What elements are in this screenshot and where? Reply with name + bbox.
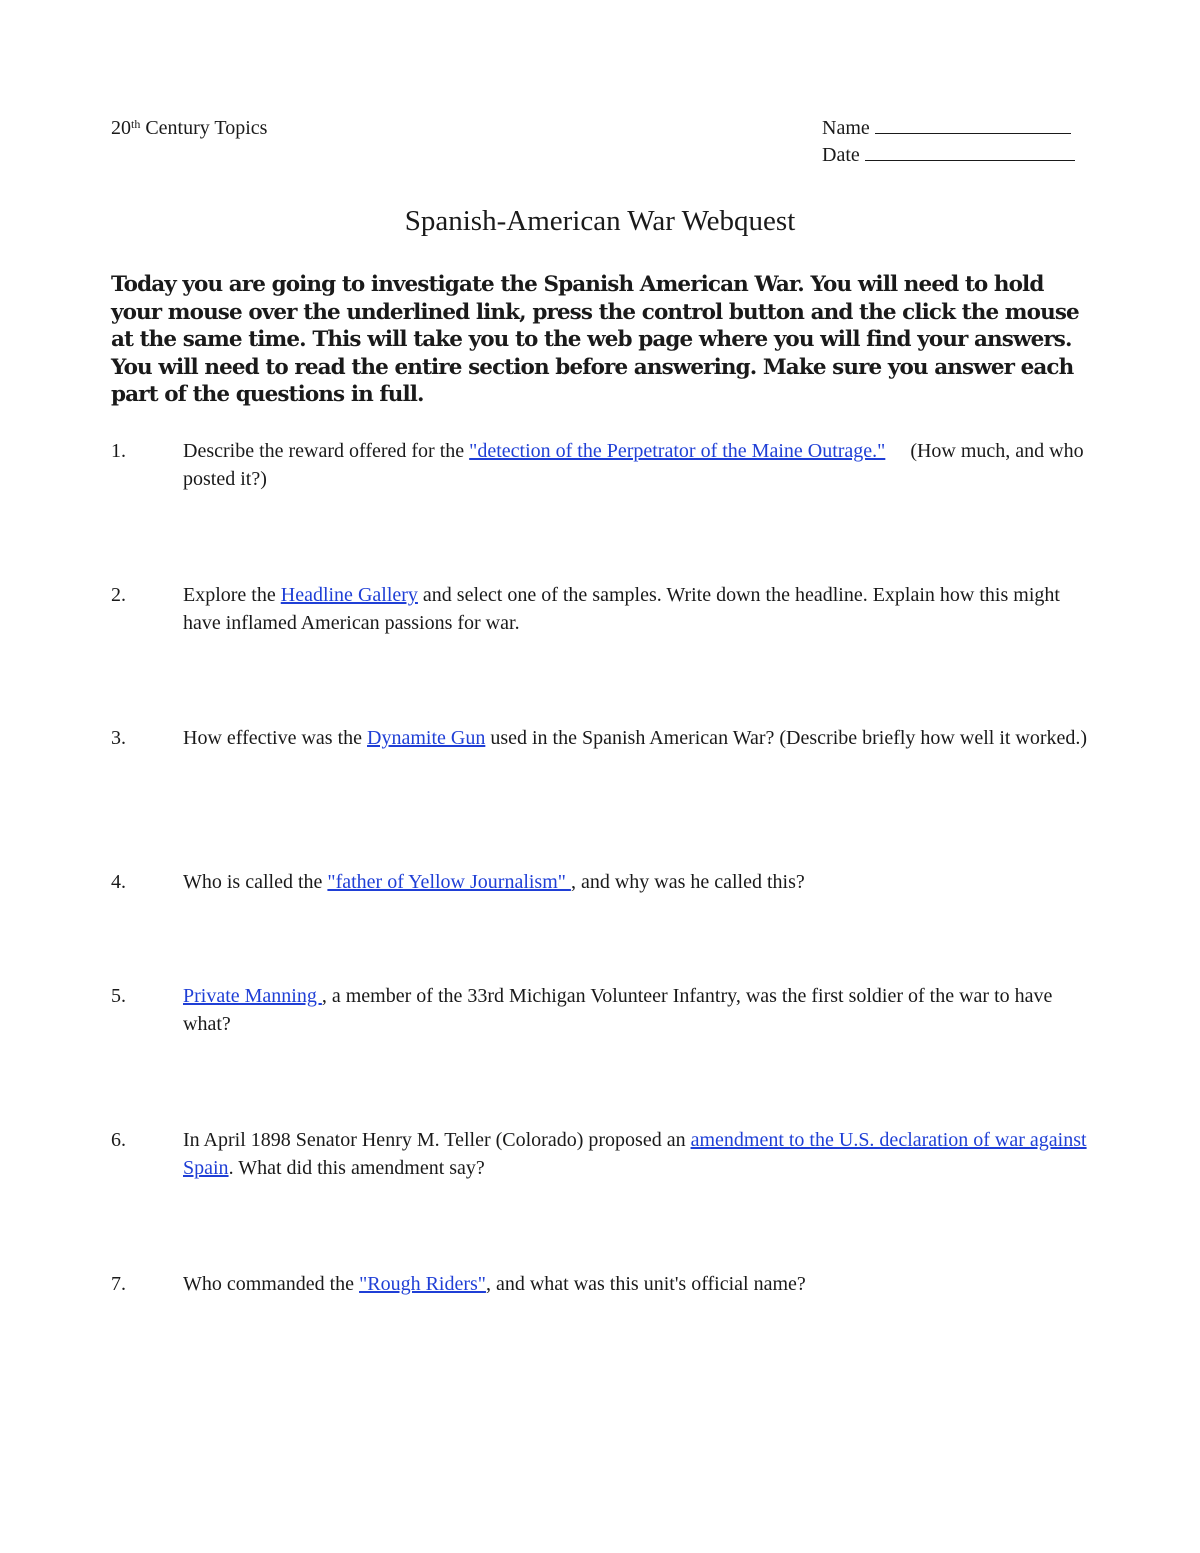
question-number: 6. <box>111 1129 126 1151</box>
question-number: 4. <box>111 871 126 893</box>
date-label: Date <box>822 144 865 166</box>
instructions: Today you are going to investigate the Spanish American War. You will need to hold your mouse over the underlined link, press the control button and the click the mouse at the same time. This will take you to the web page where you will find your answers. You will need to read the entire section before answering. Make sure you answer each part of the questions in full. <box>111 272 1079 407</box>
date-blank[interactable] <box>865 142 1075 161</box>
rough-riders-link[interactable]: "Rough Riders" <box>359 1273 486 1295</box>
question-5 <box>111 982 1096 1038</box>
question-1 <box>111 437 1096 493</box>
question-6 <box>111 1126 1096 1182</box>
question-7 <box>111 1270 1096 1298</box>
question-text: Private Manning , a member of the 33rd Michigan Volunteer Infantry, was the first soldier of the war to have what? <box>183 985 1053 1035</box>
question-text: How effective was the Dynamite Gun used in the Spanish American War? (Describe briefly how well it worked.) <box>183 727 1088 749</box>
course-title <box>111 114 267 142</box>
dynamite-gun-link[interactable]: Dynamite Gun <box>367 727 486 749</box>
question-number: 5. <box>111 985 126 1007</box>
page-title: Spanish-American War Webquest <box>404 205 796 237</box>
question-text: Describe the reward offered for the "detection of the Perpetrator of the Maine Outrage." (How much, and who posted it?) <box>183 440 1089 490</box>
question-number: 7. <box>111 1273 126 1295</box>
name-field <box>822 114 1071 142</box>
headline-gallery-link[interactable]: Headline Gallery <box>280 584 418 606</box>
name-label: Name <box>822 117 875 139</box>
question-text: Explore the Headline Gallery and select one of the samples. Write down the headline. Explain how this might have inflamed American passions for war. <box>183 584 1060 634</box>
question-text: Who is called the "father of Yellow Journalism" , and why was he called this? <box>183 871 805 893</box>
question-text: In April 1898 Senator Henry M. Teller (Colorado) proposed an amendment to the U.S. declaration of war against Spain. What did this amendment say? <box>183 1129 1087 1179</box>
course-prefix: 20 <box>111 117 131 139</box>
name-blank[interactable] <box>875 115 1071 134</box>
teller-amendment-link[interactable]: amendment to the U.S. declaration of war against Spain <box>183 1129 1087 1179</box>
question-text: Who commanded the "Rough Riders", and what was this unit's official name? <box>183 1273 806 1295</box>
course-suffix: Century Topics <box>140 117 268 139</box>
question-number: 2. <box>111 584 126 606</box>
course-superscript: th <box>131 117 141 131</box>
question-3 <box>111 724 1096 752</box>
question-number: 1. <box>111 440 126 462</box>
question-2 <box>111 581 1096 637</box>
question-number: 3. <box>111 727 126 749</box>
date-field <box>822 141 1075 169</box>
question-4 <box>111 868 1096 896</box>
maine-outrage-link[interactable]: "detection of the Perpetrator of the Maine Outrage." <box>469 440 886 462</box>
private-manning-link[interactable]: Private Manning <box>183 985 322 1007</box>
yellow-journalism-link[interactable]: "father of Yellow Journalism" <box>327 871 571 893</box>
